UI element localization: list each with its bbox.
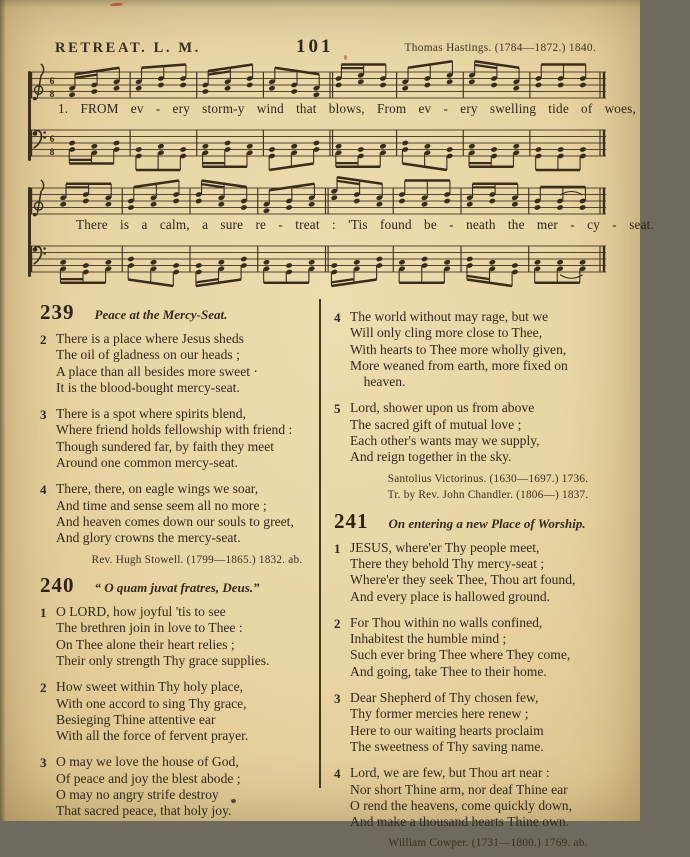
verse-line: The sweetness of Thy saving name.	[350, 738, 544, 754]
lyric-line: There is a calm, a sure re - treat : 'Tis found be - neath the mer - cy - seat.	[76, 217, 654, 232]
verse-line: The oil of gladness on our heads ;	[56, 347, 240, 363]
verse-line: Their only strength Thy grace supplies.	[56, 652, 270, 668]
verse	[334, 400, 606, 465]
hymn-number: 241	[334, 508, 369, 533]
hymn-title: On entering a new Place of Worship.	[388, 515, 586, 531]
verse	[40, 481, 318, 546]
verse-line: Inhabitest the humble mind ;	[350, 631, 507, 647]
page-number: 101	[296, 36, 334, 57]
verse-line: How sweet within Thy holy place,	[56, 679, 244, 695]
verse-line: O LORD, how joyful 'tis to see	[56, 604, 226, 620]
scan-edge-shadow	[0, 0, 6, 821]
tune-name: RETREAT. L. M.	[55, 40, 201, 56]
verse-number: 2	[334, 615, 341, 631]
verse-line: And heaven comes down our souls to greet,	[56, 513, 294, 529]
verse	[40, 679, 318, 744]
verse	[40, 754, 318, 819]
verse-line: Thy former mercies here renew ;	[350, 706, 529, 722]
verse-number: 4	[40, 482, 47, 498]
svg-text:8: 8	[49, 147, 55, 158]
verse-line: heaven.	[350, 374, 406, 390]
verse-line: And time and sense seem all no more ;	[56, 497, 267, 513]
verse-line: There is a spot where spirits blend,	[56, 406, 246, 422]
verse-line: A place than all besides more sweet ·	[56, 363, 258, 379]
verse-line: O may we love the house of God,	[56, 754, 239, 770]
verse-number: 2	[40, 332, 47, 347]
verse-line: Dear Shepherd of Thy chosen few,	[350, 690, 539, 706]
verse-line: And going, take Thee to their home.	[350, 663, 547, 679]
hymn-heading	[334, 509, 606, 534]
verse-line: Such ever bring Thee where They come,	[350, 647, 571, 663]
verse-line: There, there, on eagle wings we soar,	[56, 481, 259, 497]
verse-line: Lord, we are few, but Thou art near :	[350, 765, 550, 781]
hymn-column-left	[40, 296, 318, 830]
verse	[334, 614, 606, 680]
verse-line: On Thee alone their heart relies ;	[56, 636, 235, 652]
verse-line: With all the force of fervent prayer.	[56, 728, 249, 744]
lyric-line: 1. FROM ev - ery storm-y wind that blows, From ev - ery swelling tide of woes,	[58, 101, 636, 116]
verse-number: 4	[334, 310, 341, 325]
verse-line: Though sundered far, by faith they meet	[56, 438, 275, 454]
svg-text:6: 6	[49, 134, 55, 145]
verse-line: JESUS, where'er Thy people meet,	[350, 539, 540, 555]
hymn-title: Peace at the Mercy-Seat.	[94, 307, 228, 322]
verse-line: Nor short Thine arm, nor deaf Thine ear	[350, 781, 568, 797]
column-divider	[319, 299, 321, 788]
music-block	[30, 0, 654, 290]
verse	[334, 690, 606, 755]
verse-line: And reign together in the sky.	[350, 449, 512, 465]
verse-line: The sacred gift of mutual love ;	[350, 416, 522, 432]
verse-number: 3	[40, 407, 47, 423]
verse-line: Each other's wants may we supply,	[350, 433, 540, 449]
verse	[40, 331, 318, 396]
verse-line: There is a place where Jesus sheds	[56, 331, 244, 346]
svg-text:6: 6	[49, 76, 55, 87]
hymn-number: 240	[40, 573, 75, 598]
bass-staff	[30, 234, 607, 290]
verse-line: It is the blood-bought mercy-seat.	[56, 379, 240, 395]
verse-line: Here to our waiting hearts proclaim	[350, 722, 544, 738]
verse-line: Will only cling more close to Thee,	[350, 325, 543, 341]
verse-line: For Thou within no walls confined,	[350, 614, 543, 630]
verse-line: With hearts to Thee more wholly given,	[350, 341, 567, 357]
verse-line: And glory crowns the mercy-seat.	[56, 530, 241, 546]
verse-line: O rend the heavens, come quickly down,	[350, 797, 572, 813]
verse-line: There they behold Thy mercy-seat ;	[350, 555, 545, 571]
verse	[334, 765, 606, 830]
verse-line: Where'er they seek Thee, Thou art found,	[350, 572, 576, 588]
verse-number: 1	[40, 605, 47, 621]
attribution-line: Rev. Hugh Stowell. (1799—1865.) 1832. ab.	[91, 553, 303, 566]
verse-line: And every place is hallowed ground.	[350, 588, 551, 604]
attribution-line: Santolius Victorinus. (1630—1697.) 1736.	[387, 472, 589, 485]
verse	[334, 539, 606, 605]
verse	[40, 406, 318, 471]
verse-line: Lord, shower upon us from above	[350, 400, 535, 416]
verse-line: O may no angry strife destroy	[56, 787, 219, 803]
verse-number: 5	[334, 401, 341, 417]
verse-line: Around one common mercy-seat.	[56, 455, 238, 471]
verse-number: 3	[40, 755, 47, 771]
verse-number: 1	[334, 540, 341, 556]
hymn-column-right	[334, 296, 606, 857]
verse-number: 3	[334, 691, 341, 707]
attribution-line: William Cowper. (1731—1800.) 1769. ab.	[388, 837, 588, 850]
verse-line: The brethren join in love to Thee :	[56, 620, 243, 636]
composer-credit: Thomas Hastings. (1784—1872.) 1840.	[404, 42, 596, 54]
verse-line: Of peace and joy the blest abode ;	[56, 770, 241, 786]
bass-staff	[30, 118, 607, 174]
verse-line: That sacred peace, that holy joy.	[56, 803, 232, 819]
verse-line: And make a thousand hearts Thine own.	[350, 814, 570, 830]
verse-line: Besieging Thine attentive ear	[56, 711, 216, 727]
verse-line: Where friend holds fellowship with friend :	[56, 422, 293, 438]
verse	[334, 309, 606, 390]
hymn-number: 239	[40, 300, 75, 324]
hymn-heading	[40, 573, 318, 598]
verse-line: More weaned from earth, more fixed on	[350, 357, 568, 373]
svg-text:8: 8	[49, 89, 55, 100]
attribution-line: Tr. by Rev. John Chandler. (1806—) 1837.	[387, 489, 589, 502]
verse-number: 2	[40, 680, 47, 696]
verse	[40, 604, 318, 669]
verse-number: 4	[334, 766, 341, 782]
hymn-title: “ O quam juvat fratres, Deus.”	[94, 580, 260, 596]
verse-line: With one accord to sing Thy grace,	[56, 695, 247, 711]
hymn-heading	[40, 300, 318, 325]
verse-line: The world without may rage, but we	[350, 309, 549, 324]
